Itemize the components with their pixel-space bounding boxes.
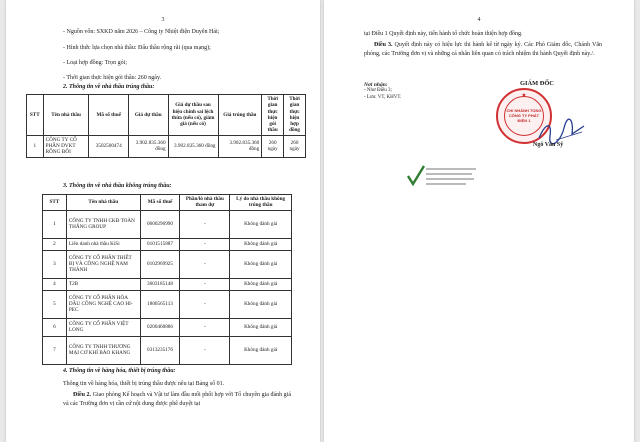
table-row <box>43 318 292 336</box>
table-header: Mã số thuế <box>89 95 129 136</box>
table-cell: Không đánh giá <box>230 336 292 364</box>
section4-title: 4. Thông tin về hàng hóa, thiết bị trúng thầu: <box>63 368 176 374</box>
bullet-contract-type: - Loại hợp đồng: Trọn gói; <box>63 60 128 66</box>
stamp-star-icon: ★ <box>521 93 527 99</box>
table-row <box>43 290 292 318</box>
table-cell: 3502500474 <box>89 135 129 157</box>
loser-table <box>42 194 292 365</box>
table-cell: Liên danh nhà thầu KiSi <box>66 238 140 250</box>
article3-label: Điều 3. <box>374 42 393 48</box>
table-header-row <box>27 95 306 136</box>
recipients-title: Nơi nhận: <box>364 82 388 88</box>
table-cell: 6 <box>43 318 67 336</box>
table-cell: 260 ngày <box>284 135 306 157</box>
article2-continuation: tại Điều 1 Quyết định này, tiến hành tổ chức hoàn thiện hợp đồng. <box>364 31 523 37</box>
table-cell: 2 <box>43 238 67 250</box>
table-cell: - <box>180 250 230 278</box>
table-cell: CÔNG TY CỔ PHẦN HÓA DẦU CÔNG NGHỆ CAO HI-PEC <box>66 290 140 318</box>
signer-title: GIÁM ĐỐC <box>520 80 554 87</box>
table-row <box>43 210 292 238</box>
section4-text: Thông tin về hàng hóa, thiết bị trúng thầu được nêu tại Bảng số 01. <box>63 381 225 387</box>
table-cell: 1 <box>27 135 44 157</box>
table-cell: 7 <box>43 336 67 364</box>
table-cell: Không đánh giá <box>230 290 292 318</box>
recipient-item: - Như Điều 3; <box>364 88 392 93</box>
section3-title: 3. Thông tin về nhà thầu không trúng thầu: <box>63 183 172 189</box>
table-cell: Không đánh giá <box>230 210 292 238</box>
table-header: Tên nhà thầu <box>66 195 140 211</box>
table-row <box>43 336 292 364</box>
table-header: Giá dự thầu sau hiệu chỉnh sai lệch thừa (nếu có), giảm giá (nếu có) <box>168 95 218 136</box>
table-cell: - <box>180 290 230 318</box>
table-cell: 3.902.835.360 đồng <box>168 135 218 157</box>
article2-paragraph <box>63 391 291 409</box>
recipient-item: - Lưu: VT, KHVT. <box>364 95 402 100</box>
table-cell: 1 <box>43 210 67 238</box>
winner-table <box>26 94 306 158</box>
table-cell: CÔNG TY TNHH THƯƠNG MẠI CƠ KHÍ BẢO KHANG <box>66 336 140 364</box>
table-cell: - <box>180 278 230 290</box>
table-cell: 260 ngày <box>262 135 284 157</box>
table-cell: - <box>180 210 230 238</box>
article3-paragraph <box>364 41 602 59</box>
bullet-selection-method: - Hình thức lựa chọn nhà thầu: Đấu thầu rộng rãi (qua mạng); <box>63 45 211 51</box>
table-cell: Không đánh giá <box>230 250 292 278</box>
table-cell: T2B <box>66 278 140 290</box>
table-header: Lý do nhà thầu không trúng thầu <box>230 195 292 211</box>
table-cell: 0102969925 <box>140 250 180 278</box>
table-cell: 0101515887 <box>140 238 180 250</box>
table-cell: 3.902.835.360 đồng <box>218 135 262 157</box>
table-cell: CÔNG TY TNHH CKĐ TOÀN THẮNG GROUP <box>66 210 140 238</box>
table-cell: 5 <box>43 290 67 318</box>
table-cell: 1800565113 <box>140 290 180 318</box>
table-cell: Không đánh giá <box>230 238 292 250</box>
table-header: Giá trúng thầu <box>218 95 262 136</box>
article2-text: Giao phòng Kế hoạch và Vật tư làm đầu mối phối hợp với Tổ chuyên gia đánh giá và các Trường đơn vị cần cứ nội dung được phê duyệt tại <box>63 392 291 408</box>
bullet-funding: - Nguồn vốn: SXKD năm 2026 – Công ty Nhiệt điện Duyên Hải; <box>63 29 220 35</box>
table-cell: - <box>180 238 230 250</box>
table-row <box>27 135 306 157</box>
table-header: Tên nhà thầu <box>43 95 89 136</box>
table-cell: 3603185148 <box>140 278 180 290</box>
section2-title: 2. Thông tin về nhà thầu trúng thầu: <box>63 84 155 90</box>
table-cell: Không đánh giá <box>230 318 292 336</box>
digital-signature-seal <box>404 162 478 194</box>
table-header: Thời gian thực hiện hợp đồng <box>284 95 306 136</box>
article3-text: Quyết định này có hiệu lực thi hành kể từ ngày ký. Các Phó Giám đốc, Chánh Văn phòng, các Trưởng đơn vị và những cá nhân liên quan có trách nhiệm thi hành Quyết định này./. <box>364 42 602 58</box>
table-row <box>43 278 292 290</box>
signer-name: Ngô Văn Sỹ <box>533 142 564 148</box>
table-cell: 0313235176 <box>140 336 180 364</box>
stamp-text: CHI NHÁNH TỔNG CÔNG TY PHÁT ĐIỆN 1 <box>506 108 542 123</box>
table-cell: Không đánh giá <box>230 278 292 290</box>
table-header-row <box>43 195 292 211</box>
table-header: Giá dự thầu <box>129 95 169 136</box>
table-header: STT <box>43 195 67 211</box>
table-cell: 4 <box>43 278 67 290</box>
table-cell: CÔNG TY CỔ PHẦN DVKT RỒNG ĐÔI <box>43 135 89 157</box>
table-row <box>43 250 292 278</box>
bullet-duration: - Thời gian thực hiện gói thầu: 260 ngày. <box>63 75 162 81</box>
document-page-4 <box>324 0 634 442</box>
table-row <box>43 238 292 250</box>
article2-label: Điều 2. <box>73 392 92 398</box>
page-number: 4 <box>477 17 481 23</box>
table-cell: 3.902.835.360 đồng <box>129 135 169 157</box>
table-cell: 0200460886 <box>140 318 180 336</box>
table-cell: CÔNG TY CỔ PHẦN THIẾT BỊ VÀ CÔNG NGHỆ NAM THÀNH <box>66 250 140 278</box>
table-cell: 3 <box>43 250 67 278</box>
table-cell: 0600296990 <box>140 210 180 238</box>
table-cell: - <box>180 318 230 336</box>
page-number: 3 <box>161 17 165 23</box>
table-header: Mã số thuế <box>140 195 180 211</box>
table-header: Phần/lô nhà thầu tham dự <box>180 195 230 211</box>
table-header: Thời gian thực hiện gói thầu <box>262 95 284 136</box>
document-page-3 <box>6 0 320 442</box>
table-cell: - <box>180 336 230 364</box>
table-header: STT <box>27 95 44 136</box>
table-cell: CÔNG TY CỔ PHẦN VIỆT LONG <box>66 318 140 336</box>
